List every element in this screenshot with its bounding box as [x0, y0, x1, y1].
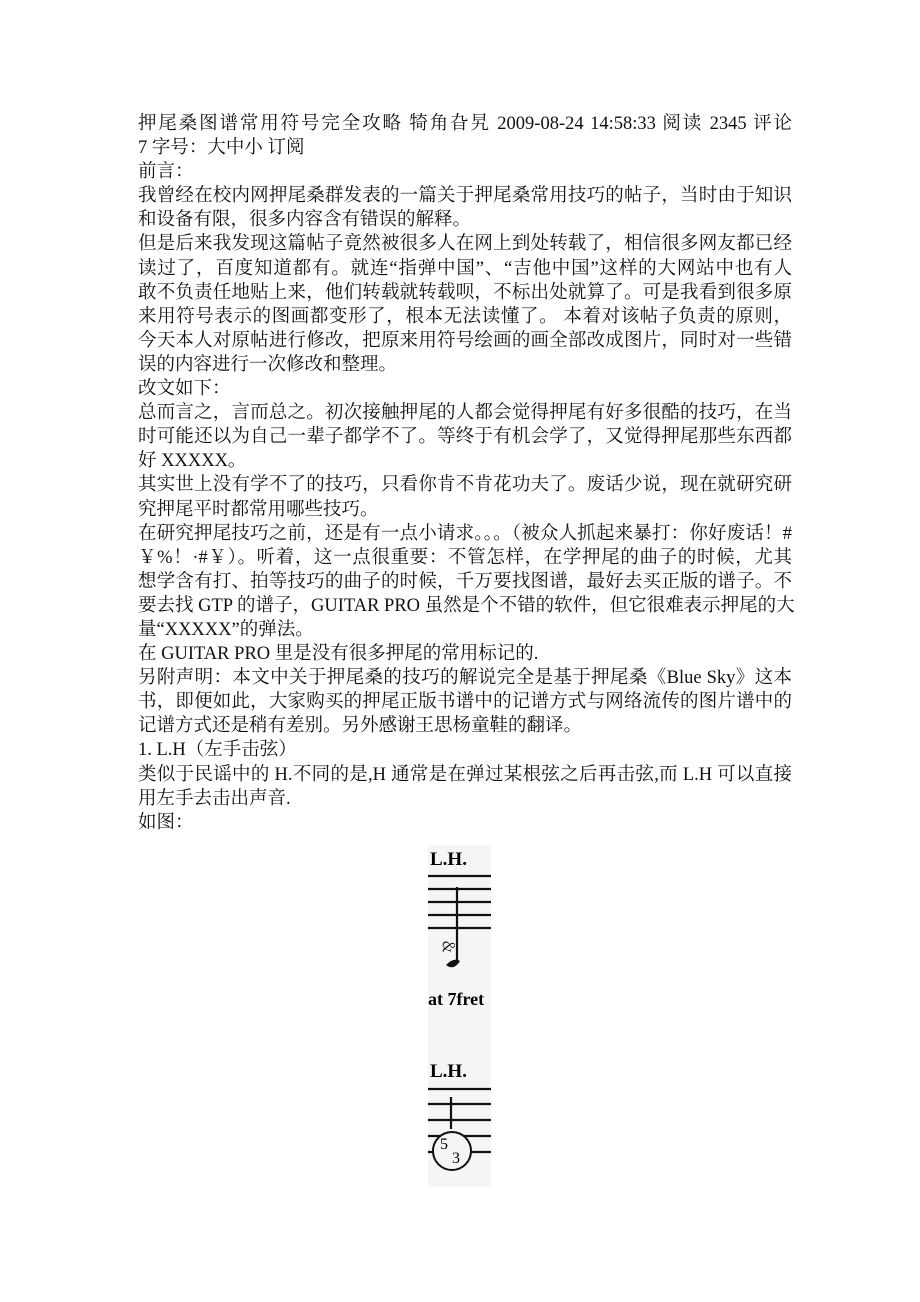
text-line: 想学含有打、拍等技巧的曲子的时候，千万要找图谱，最好去买正版的谱子。不 — [138, 571, 792, 592]
text-line: 其实世上没有学不了的技巧，只看你肯不肯花功夫了。废话少说，现在就研究研 — [138, 475, 792, 496]
text-line: 1. L.H（左手击弦） — [138, 740, 297, 761]
text-line: 用左手去击出声音. — [138, 788, 291, 809]
text-line: 记谱方式还是稍有差别。另外感谢王思杨童鞋的翻译。 — [138, 716, 583, 737]
text-line: 敢不负责任地贴上来，他们转载就转载呗，不标出处就算了。可是我看到很多原 — [138, 282, 792, 303]
text-line: 读过了，百度知道都有。就连“指弹中国”、“吉他中国”这样的大网站中也有人 — [138, 258, 792, 279]
circle-digit-bottom: 3 — [452, 1150, 460, 1167]
figure-caption: at 7fret — [428, 989, 485, 1009]
figure-label-bottom: L.H. — [430, 1061, 467, 1082]
text-line: 7 字号：大中小 订阅 — [138, 138, 305, 159]
text-line: 类似于民谣中的 H.不同的是,H 通常是在弹过某根弦之后再击弦,而 L.H 可以直接 — [138, 764, 792, 785]
text-line: 在 GUITAR PRO 里是没有很多押尾的常用标记的. — [138, 644, 539, 665]
circle-digit-top: 5 — [440, 1136, 448, 1153]
lh-notation-figure — [428, 845, 491, 1187]
text-line: 好 XXXXX。 — [138, 451, 247, 472]
text-line: 误的内容进行一次修改和整理。 — [138, 354, 398, 375]
text-line: 要去找 GTP 的谱子，GUITAR PRO 虽然是个不错的软件，但它很难表示押尾的大 — [138, 595, 795, 616]
text-line: 但是后来我发现这篇帖子竟然被很多人在网上到处转载了，相信很多网友都已经 — [138, 234, 792, 255]
text-line: 前言： — [138, 162, 194, 183]
text-line: 在研究押尾技巧之前，还是有一点小请求。。。（被众人抓起来暴打：你好废话！# — [138, 523, 792, 544]
text-line: 究押尾平时都常用哪些技巧。 — [138, 499, 379, 520]
text-line: 书，即便如此，大家购买的押尾正版书谱中的记谱方式与网络流传的图片谱中的 — [138, 692, 792, 713]
note-head — [446, 960, 460, 968]
text-line: 另附声明：本文中关于押尾桑的技巧的解说完全是基于押尾桑《Blue Sky》这本 — [138, 668, 792, 689]
text-line: 押尾桑图谱常用符号完全攻略 犄角旮旯 2009-08-24 14:58:33 阅读 2345 评论 — [138, 114, 792, 134]
figure-label-top: L.H. — [430, 849, 467, 870]
text-line: 今天本人对原帖进行修改，把原来用符号绘画的画全部改成图片，同时对一些错 — [138, 330, 792, 351]
text-line: 总而言之，言而总之。初次接触押尾的人都会觉得押尾有好多很酷的技巧，在当 — [138, 403, 792, 424]
article-body — [138, 112, 795, 835]
text-line: 和设备有限，很多内容含有错误的解释。 — [138, 210, 472, 231]
text-line: 如图： — [138, 812, 194, 833]
text-line: 来用符号表示的图画都变形了，根本无法读懂了。 本着对该帖子负责的原则， — [138, 306, 792, 327]
text-line: 改文如下： — [138, 379, 231, 400]
text-line: ￥%！·#￥）。听着，这一点很重要：不管怎样，在学押尾的曲子的时候，尤其 — [138, 547, 792, 568]
figure-rotated-digits: ﹠ — [440, 937, 460, 955]
text-line: 时可能还以为自己一辈子都学不了。等终于有机会学了，又觉得押尾那些东西都 — [138, 427, 792, 448]
text-line: 量“XXXXX”的弹法。 — [138, 619, 314, 640]
text-line: 我曾经在校内网押尾桑群发表的一篇关于押尾桑常用技巧的帖子，当时由于知识 — [138, 186, 792, 207]
